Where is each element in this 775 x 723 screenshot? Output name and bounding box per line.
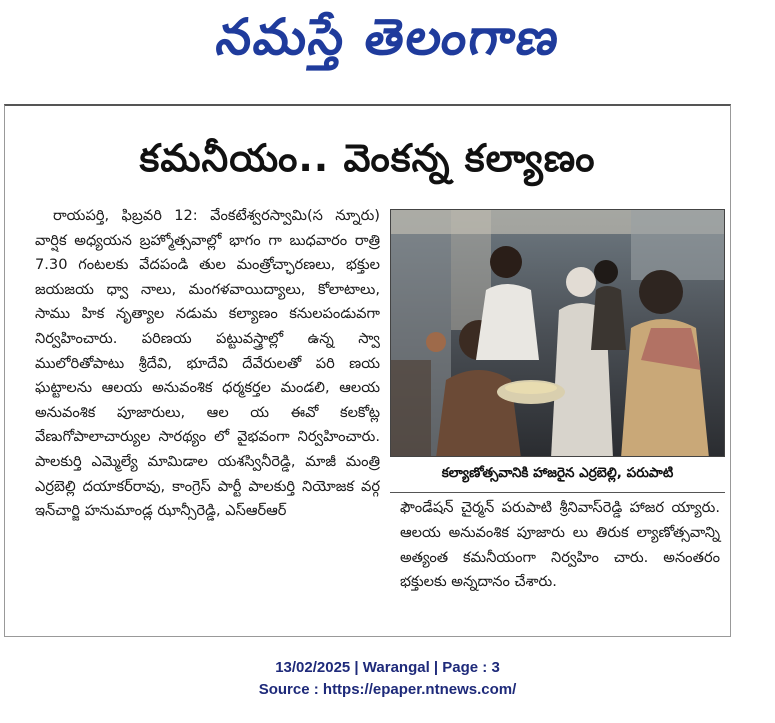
footer-source: Source : https://epaper.ntnews.com/ <box>258 681 517 698</box>
article-body-right-column <box>400 496 720 595</box>
article-photo <box>390 209 725 457</box>
page-footer <box>0 657 775 701</box>
masthead <box>0 0 775 86</box>
photo-caption: కల్యాణోత్సవానికి హాజరైన ఎర్రబెల్లి, పరుపాటి <box>441 464 674 481</box>
article-body-left-column <box>35 204 380 524</box>
article-body-right: ఫౌండేషన్ చైర్మన్ పరుపాటి శ్రీనివాస్‌రెడ్డి హాజర య్యారు. ఆలయ అనువంశిక పూజారు లు తిరుక ల్యాణోత్సవాన్ని అత్యంత కమనీయంగా నిర్వహిం చారు. అనంతరం భక్తులకు అన్నదానం చేశారు. <box>400 499 720 591</box>
caption-divider <box>390 492 725 493</box>
article-headline: కమనీయం.. వెంకన్న కల్యాణం <box>139 136 596 180</box>
newspaper-logo: నమస్తే తెలంగాణ <box>212 7 565 66</box>
article-body-left: రాయపర్తి, ఫిబ్రవరి 12: వేంకటేశ్వరస్వామి(స న్నూరు) వార్షిక అధ్యయన బ్రహ్మోత్సవాల్లో భాగం గా బుధవారం రాత్రి 7.30 గంటలకు వేదపండి తుల మంత్రోచ్ఛారణలు, భక్తుల జయజయ ధ్వా నాలు, మంగళవాయిద్యాలు, కోలాటాలు, సాము హిక నృత్యాల నడుమ కల్యాణం కనులపండువగా నిర్వహించారు. పరిణయ పట్టువస్త్రాల్లో ఉన్న స్వా ములోరితోపాటు శ్రీదేవి, భూదేవి దేవేరులతో పరి ణయ ఘట్టాలను ఆలయ అనువంశిక ధర్మకర్తల మండలి, ఆలయ అనువంశిక పూజారులు, ఆల య ఈవో కలకోట్ల వేణుగోపాలాచార్యుల సారథ్యం లో వైభవంగా నిర్వహించారు. పాలకుర్తి ఎమ్మెల్యే మామిడాల యశస్వినీరెడ్డి, మాజీ మంత్రి ఎర్రబెల్లి దయాకర్‌రావు, కాంగ్రెస్ పార్టీ పాలకుర్తి నియోజక వర్గ ఇన్‌చార్జి హనుమాండ్ల ఝాన్సీరెడ్డి, ఎస్‌ఆర్‌ఆర్ <box>35 207 380 520</box>
footer-dateline: 13/02/2025 | Warangal | Page : 3 <box>275 659 500 676</box>
news-clipping <box>4 104 731 637</box>
